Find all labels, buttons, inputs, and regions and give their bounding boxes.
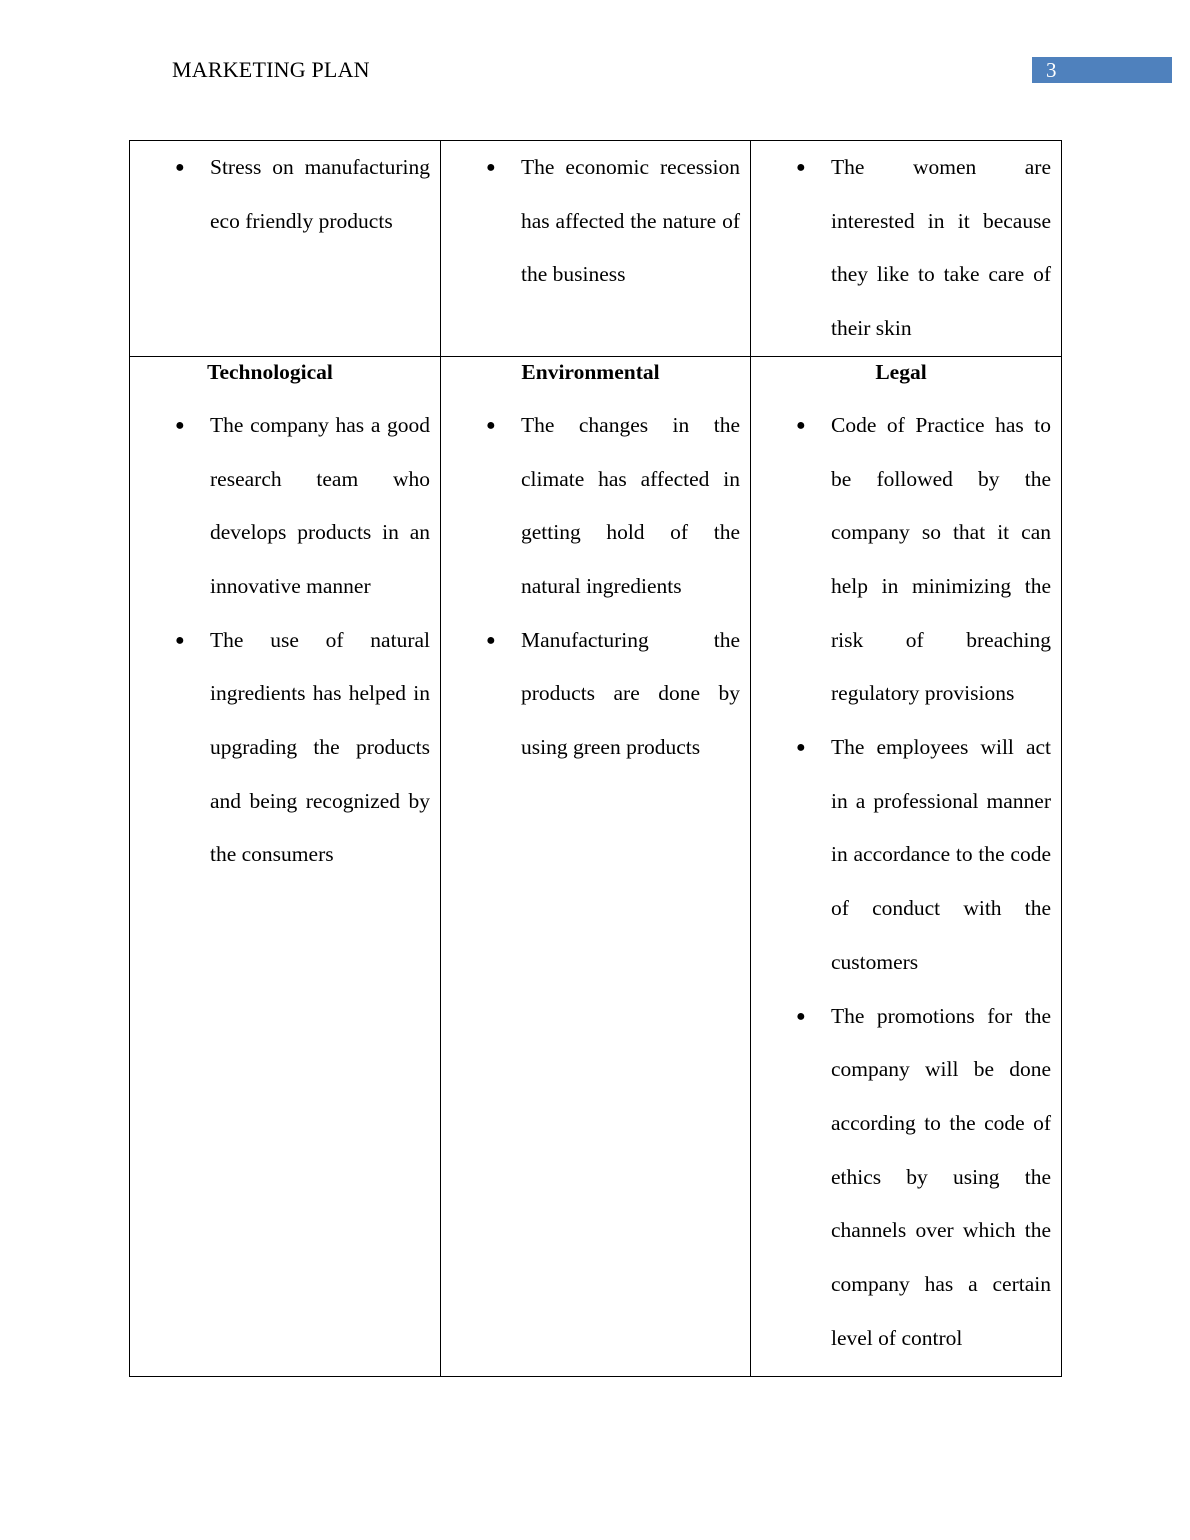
list-item: ● The use of natural ingredients has helped in upgrading the products and being recognized by the consumers (130, 614, 430, 883)
bullet-icon: ● (175, 159, 185, 176)
table-row (130, 141, 1062, 357)
table-cell-social (130, 141, 441, 357)
bullet-icon: ● (796, 739, 806, 757)
document-header-title: MARKETING PLAN (172, 57, 370, 82)
bullet-list (130, 141, 430, 248)
list-item: ● Stress on manufacturing eco friendly products (130, 141, 430, 248)
table-cell-legal (751, 356, 1062, 1376)
list-item: ● The employees will act in a professional manner in accordance to the code of conduct with the customers (751, 721, 1051, 990)
bullet-list (130, 399, 430, 882)
section-heading-technological: Technological (207, 359, 333, 384)
list-item: ● The economic recession has affected the nature of the business (441, 141, 740, 302)
table-row (130, 356, 1062, 1376)
bullet-list (441, 141, 740, 302)
table-cell-economic (441, 141, 751, 357)
bullet-icon: ● (175, 631, 185, 649)
list-item: ● The company has a good research team who develops products in an innovative manner (130, 399, 430, 614)
section-heading-legal: Legal (875, 359, 927, 384)
bullet-icon: ● (175, 416, 185, 434)
bullet-icon: ● (486, 159, 496, 176)
bullet-list (751, 141, 1051, 356)
page-number-badge (1032, 57, 1172, 83)
table-cell-technological (130, 356, 441, 1376)
bullet-icon: ● (796, 159, 806, 176)
pestle-table (129, 140, 1062, 1377)
list-item: ● Code of Practice has to be followed by the company so that it can help in minimizing the risk of breaching regulatory provisions (751, 399, 1051, 721)
bullet-icon: ● (796, 1007, 806, 1025)
page-number: 3 (1046, 58, 1057, 82)
bullet-list (751, 399, 1051, 1366)
bullet-icon: ● (486, 631, 496, 649)
list-item: ● The women are interested in it because they like to take care of their skin (751, 141, 1051, 356)
list-item: ● The changes in the climate has affected in getting hold of the natural ingredients (441, 399, 740, 614)
bullet-list (441, 399, 740, 775)
bullet-icon: ● (796, 416, 806, 434)
table-cell-social-2 (751, 141, 1062, 357)
list-item: ● The promotions for the company will be done according to the code of ethics by using the channels over which the company has a certain level of control (751, 990, 1051, 1366)
table-cell-environmental (441, 356, 751, 1376)
section-heading-environmental: Environmental (521, 359, 660, 384)
bullet-icon: ● (486, 416, 496, 434)
list-item: ● Manufacturing the products are done by using green products (441, 614, 740, 775)
